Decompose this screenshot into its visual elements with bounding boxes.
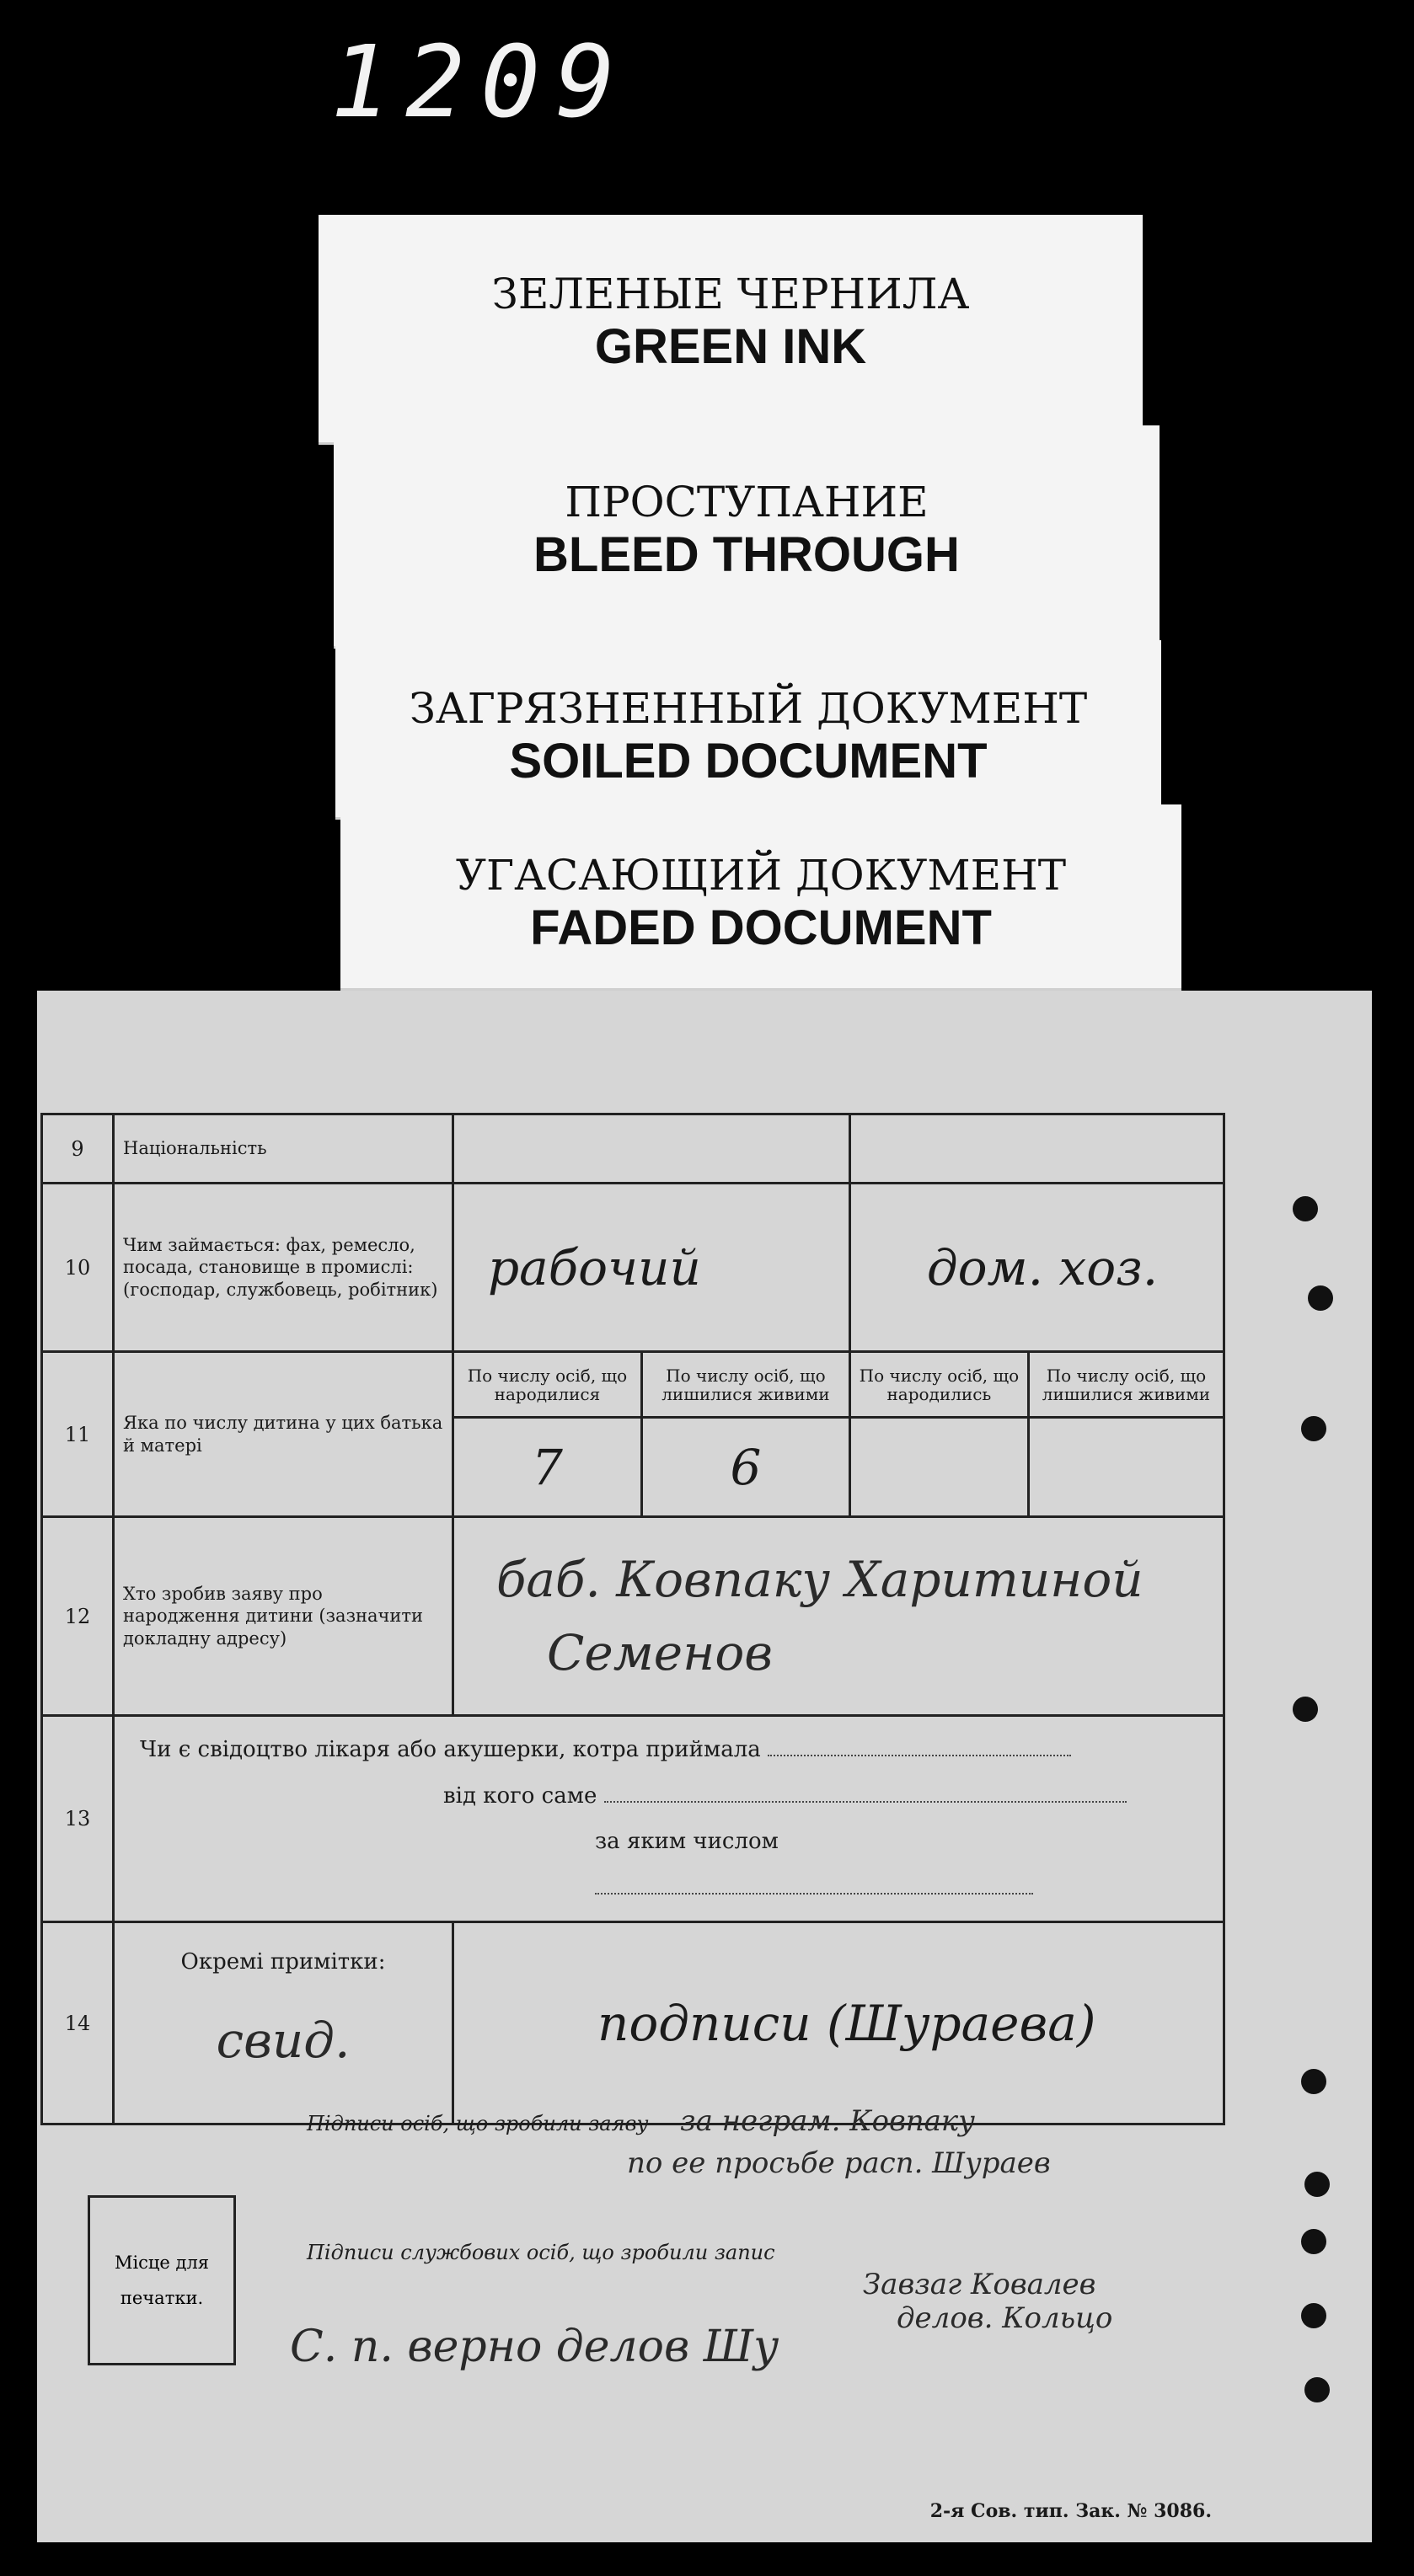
mother-cell [849, 1114, 1224, 1184]
declarant-value [453, 1517, 1224, 1716]
row-label: Національність [114, 1114, 453, 1184]
row-number: 12 [42, 1517, 114, 1716]
tag-label-en: SOILED DOCUMENT [509, 734, 988, 788]
tag-green-ink [319, 215, 1143, 442]
officials-hand-2: делов. Кольцо [897, 2301, 1113, 2335]
tag-label-en: FADED DOCUMENT [530, 901, 992, 955]
notes-label: Окремі примітки: [180, 1949, 386, 1975]
punch-hole [1301, 2069, 1326, 2094]
row-number: 13 [42, 1716, 114, 1922]
punch-hole [1308, 1285, 1333, 1311]
mother-occupation: дом. хоз. [849, 1184, 1224, 1352]
father-cell [453, 1114, 850, 1184]
declarant-line-2: Семенов [547, 1623, 773, 1681]
row-number: 11 [42, 1352, 114, 1517]
row-label: Яка по числу дитина у цих батька й матері [114, 1352, 453, 1517]
punch-hole [1301, 1416, 1326, 1441]
certificate-line-2: від кого саме [140, 1773, 1197, 1820]
col-born-father: По числу осіб, що народилися [453, 1352, 642, 1418]
row-number: 9 [42, 1114, 114, 1184]
tag-soiled-document [335, 640, 1161, 817]
punch-hole [1293, 1697, 1318, 1722]
tag-label-en: GREEN INK [594, 319, 867, 374]
row-child-order-header [42, 1352, 1224, 1418]
declarant-signatures [307, 2104, 1234, 2180]
born-count: 7 [453, 1418, 642, 1517]
father-occupation: рабочий [453, 1184, 850, 1352]
row-certificate [42, 1716, 1224, 1922]
row-declarant [42, 1517, 1224, 1716]
empty-cell [849, 1418, 1028, 1517]
declarant-line-1: баб. Ковпаку Харитиной [496, 1550, 1144, 1608]
tag-label-ru: ПРОСТУПАНИЕ [565, 478, 929, 526]
stamp-label: Місце для печатки. [114, 2253, 210, 2308]
declarants-label: Підписи осіб, що зробили заяву [307, 2112, 649, 2135]
stamp-box [88, 2195, 236, 2365]
tag-label-ru: УГАСАЮЩИЙ ДОКУМЕНТ [455, 851, 1067, 900]
copy-certification: С. п. верно делов Шу [290, 2322, 779, 2372]
declarants-hand-1: за неграм. Ковпаку [680, 2104, 975, 2138]
row-label: Чим займається: фах, ремесло, посада, становище в промислі: (господар, службовець, робітник) [114, 1184, 453, 1352]
frame-number: 1209 [330, 24, 631, 140]
col-alive-father: По числу осіб, що лишилися живими [641, 1352, 849, 1418]
punch-hole [1304, 2377, 1330, 2402]
tag-faded-document [340, 804, 1181, 988]
row-nationality [42, 1114, 1224, 1184]
punch-hole [1304, 2172, 1330, 2197]
row-occupation [42, 1184, 1224, 1352]
declarants-hand-2: по ее просьбе расп. Шураев [627, 2146, 1051, 2180]
col-born-mother: По числу осіб, що народились [849, 1352, 1028, 1418]
row-number: 10 [42, 1184, 114, 1352]
certificate-text [114, 1716, 1224, 1922]
notes-handwritten-left: свид. [216, 2011, 351, 2069]
officials-label: Підписи службових осіб, що зробили запис [307, 2241, 775, 2264]
notes-cell [114, 1922, 453, 2124]
alive-count: 6 [641, 1418, 849, 1517]
col-alive-mother: По числу осіб, що лишилися живими [1028, 1352, 1224, 1418]
record-form-table [40, 1113, 1225, 2125]
row-label: Хто зробив заяву про народження дитини (зазначити докладну адресу) [114, 1517, 453, 1716]
certificate-line-3: за яким числом [140, 1819, 1197, 1911]
tag-label-ru: ЗАГРЯЗНЕННЫЙ ДОКУМЕНТ [409, 684, 1088, 733]
row-number: 14 [42, 1922, 114, 2124]
tag-label-en: BLEED THROUGH [533, 527, 960, 582]
punch-hole [1293, 1196, 1318, 1221]
tag-label-ru: ЗЕЛЕНЫЕ ЧЕРНИЛА [491, 270, 970, 318]
notes-handwritten-right: подписи (Шураева) [453, 1922, 1224, 2124]
empty-cell [1028, 1418, 1224, 1517]
record-sheet [37, 991, 1372, 2542]
printer-note: 2-я Сов. тип. Зак. № 3086. [929, 2500, 1212, 2522]
officials-hand-1: Завзаг Ковалев [863, 2268, 1096, 2301]
punch-hole [1301, 2229, 1326, 2254]
punch-hole [1301, 2303, 1326, 2328]
certificate-line-1: Чи є свідоцтво лікаря або акушерки, котра приймала [140, 1727, 1197, 1773]
tag-bleed-through [334, 425, 1160, 646]
row-notes [42, 1922, 1224, 2124]
